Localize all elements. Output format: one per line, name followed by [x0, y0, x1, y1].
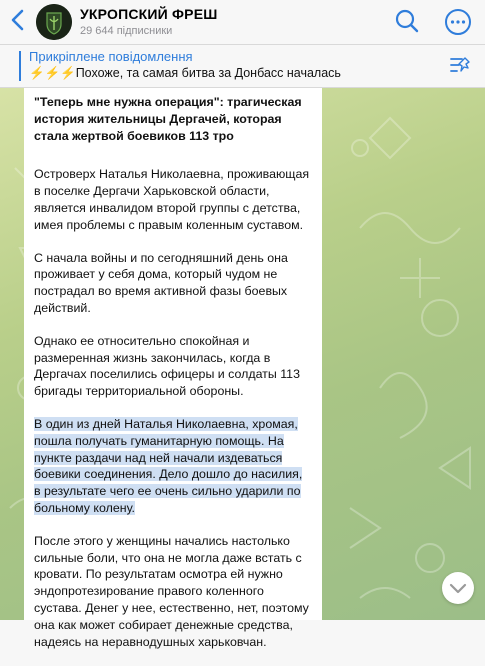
pinned-label: Прикріплене повідомлення: [29, 49, 193, 64]
highlighted-text: В один из дней Наталья Николаевна, хромая, пошла получать гуманитарную помощь. На пункте раздачи над ней начали издеваться боевики соединения. Дело дошло до насилия, в результате чего ее очень сильно ударили по больному колену.: [34, 416, 303, 515]
channel-avatar[interactable]: [36, 4, 72, 40]
message-paragraph: После этого у женщины начались настолько сильные боли, что она не могла даже встать с кровати. По результатам осмотра ей нужно эндопротезирование правого коленного сустава. Денег у нее, естественно, нет, поэтому она как может собирает денежные средства, надеясь на неравнодушных харьковчан.: [34, 533, 309, 649]
search-icon[interactable]: [394, 8, 420, 34]
chat-header: [0, 0, 485, 45]
message-headline: "Теперь мне нужна операция": трагическая история жительницы Дергачей, которая стала жертвой боевиков 113 тро: [34, 95, 302, 143]
message-paragraph: С начала войны и по сегодняшний день она проживает у себя дома, который чудом не пострадал во время активной фазы боевых действий.: [34, 250, 288, 315]
pinned-list-icon[interactable]: [448, 55, 472, 77]
message-paragraph: Однако ее относительно спокойная и размеренная жизнь закончилась, когда в Дергачах поселились офицеры и солдаты 113 бригады территориальной обороны.: [34, 333, 300, 399]
message-paragraph-highlighted: [34, 416, 312, 517]
scroll-down-button[interactable]: [442, 572, 474, 604]
channel-title[interactable]: УКРОПСКИЙ ФРЕШ: [80, 6, 218, 22]
message-text[interactable]: [34, 94, 312, 666]
message-paragraph: Островерх Наталья Николаевна, проживающая в поселке Дергачи Харьковской области, является инвалидом второй группы с детства, имея проблемы с правым коленным суставом.: [34, 167, 310, 232]
pinned-message-bar[interactable]: [0, 45, 485, 88]
back-chevron-icon[interactable]: [8, 8, 30, 32]
pinned-indicator-line: [19, 51, 21, 81]
chevron-down-icon: [442, 572, 474, 604]
pinned-text: ⚡⚡⚡Похоже, та самая битва за Донбасс началась: [29, 66, 341, 80]
subscriber-count: 29 644 підписники: [80, 25, 173, 37]
more-circle-icon[interactable]: [444, 8, 472, 36]
